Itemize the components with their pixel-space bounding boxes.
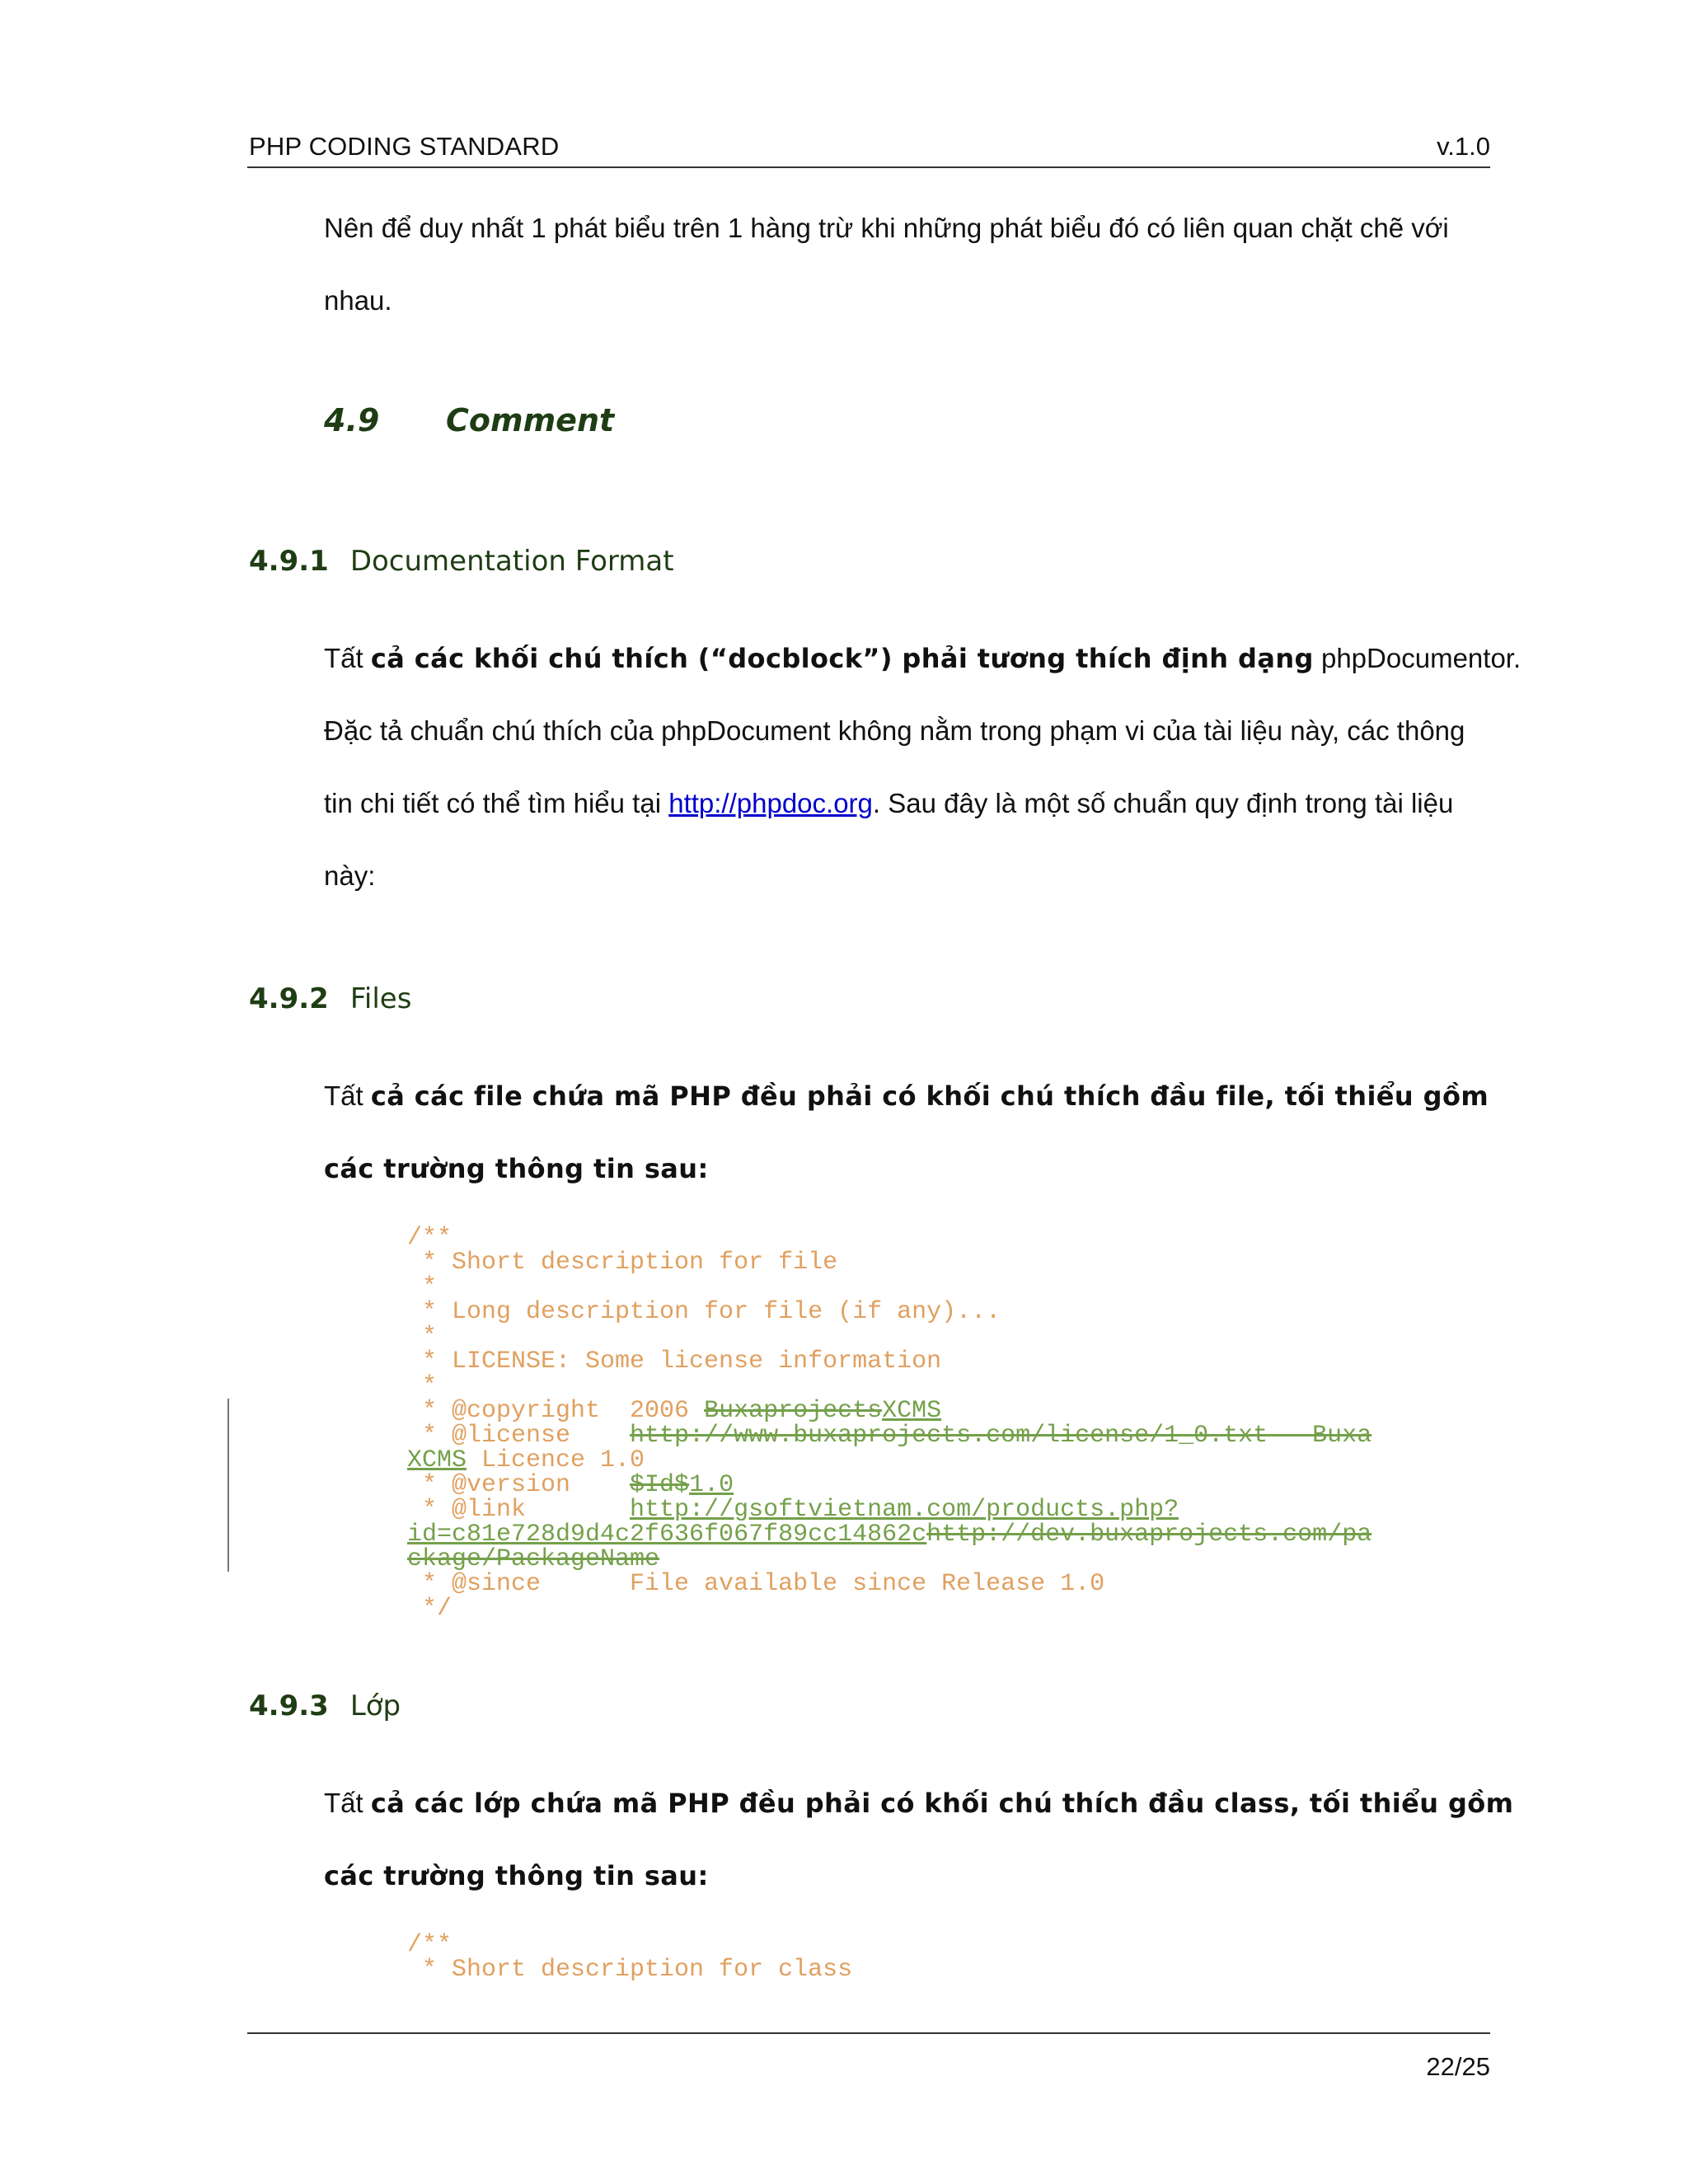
class-line-1: Tất cả các lớp chứa mã PHP đều phải có khối chú thích đầu class, tối thiểu gồm	[324, 1788, 1514, 1819]
phpdoc-link[interactable]: http://phpdoc.org	[668, 788, 873, 818]
doc-format-line-3: tin chi tiết có thể tìm hiểu tại http://phpdoc.org. Sau đây là một số chuẩn quy định trong tài liệu	[324, 788, 1454, 818]
doc-format-line-4: này:	[324, 860, 376, 891]
intro-line-2: nhau.	[324, 285, 392, 316]
files-line-2: các trường thông tin sau:	[324, 1153, 709, 1184]
header-version: v.1.0	[1437, 132, 1490, 161]
subsection-title: Documentation Format	[349, 545, 674, 578]
intro-line-1: Nên để duy nhất 1 phát biểu trên 1 hàng trừ khi những phát biểu đó có liên quan chặt chẽ với	[324, 213, 1449, 243]
subsection-title: Files	[349, 982, 412, 1015]
subsection-heading-class	[249, 1690, 401, 1722]
class-line-2: các trường thông tin sau:	[324, 1860, 709, 1891]
doc-format-line-2: Đặc tả chuẩn chú thích của phpDocument không nằm trong phạm vi của tài liệu này, các thông	[324, 715, 1465, 746]
section-title: Comment	[446, 402, 615, 438]
files-line-1: Tất cả các file chứa mã PHP đều phải có khối chú thích đầu file, tối thiểu gồm	[324, 1080, 1489, 1112]
subsection-title: Lớp	[349, 1690, 401, 1722]
doc-format-line-1: Tất cả các khối chú thích (“docblock”) phải tương thích định dạng phpDocumentor.	[324, 643, 1522, 674]
subsection-number: 4.9.1	[249, 545, 329, 578]
subsection-number: 4.9.3	[249, 1690, 329, 1722]
header-title: PHP CODING STANDARD	[249, 132, 560, 161]
file-docblock-code: /** * Short description for file * * Long description for file (if any)... * * LICENSE: Some license information * * @copyright 2006 BuxaprojectsXCMS * @license http://www.buxaprojects.com/license/1_0.txt Buxa XCMS Licence 1.0 * @version $Id$1.0 * @link http://gsoftvietnam.com/products.php? id=c81e728d9d4c2f636f067f89cc14862chttp://dev.buxaprojects.com/pa ckage/PackageName * @since File available since Release 1.0 */	[407, 1224, 1372, 1623]
section-heading	[324, 402, 614, 438]
subsection-heading-documentation-format	[249, 545, 674, 578]
section-number: 4.9	[324, 402, 380, 438]
page-number: 22/25	[1426, 2052, 1490, 2081]
revision-change-bar	[227, 1399, 229, 1572]
class-docblock-code: /** * Short description for class	[407, 1931, 853, 1984]
footer-rule	[247, 2032, 1490, 2034]
subsection-number: 4.9.2	[249, 982, 329, 1015]
page-header	[247, 130, 1490, 168]
subsection-heading-files	[249, 982, 411, 1015]
